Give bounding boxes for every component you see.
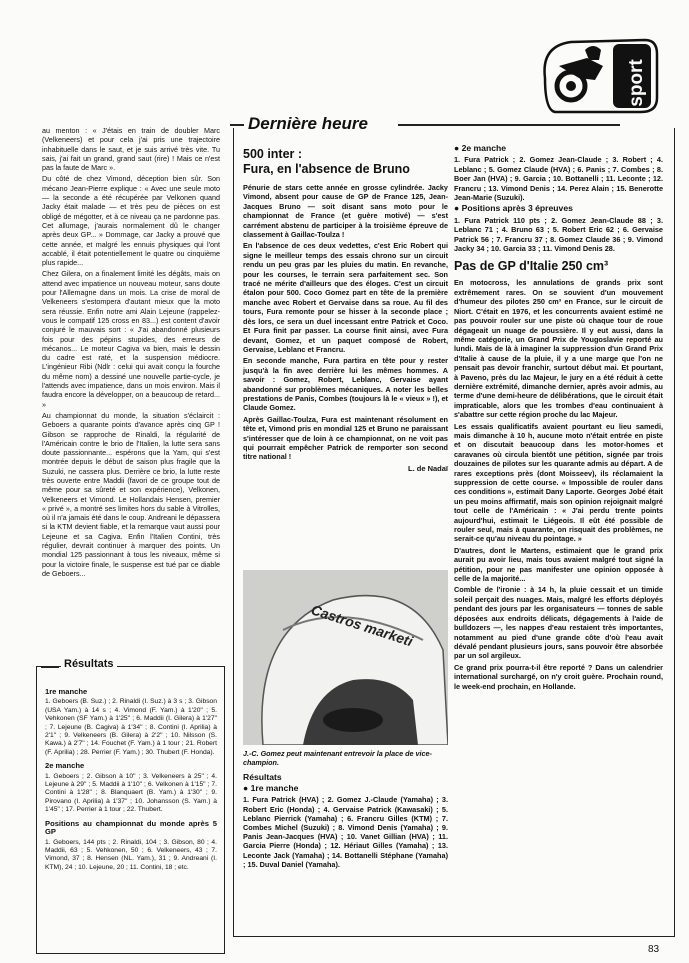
- page-number: 83: [648, 944, 660, 955]
- paragraph: Ce grand prix pourra-t-il être reporté ? Dans un calendrier international surchargé, on n'y croit guère. Prochain round, le week-end prochain, en Hollande.: [454, 662, 663, 691]
- paragraph: En seconde manche, Fura partira en tête pour y rester jusqu'à la fin avec derrière lui les mêmes hommes. A savoir : Gomez, Robert, Leblanc, Gervaise ayant abandonné sur problèmes mécaniques. A noter les belles prestations de Panis, Combes (toujours là le « vieux » !), et Claude Gomez.: [243, 356, 448, 413]
- results-box: [36, 658, 225, 954]
- positions-label: Positions après 3 épreuves: [461, 203, 573, 214]
- photo-caption: J.-C. Gomez peut maintenant entrevoir la place de vice-champion.: [243, 749, 432, 768]
- results-pos-title: Positions au championnat du monde après 5 GP: [45, 818, 217, 837]
- results-500: [243, 773, 448, 869]
- article-headline-italie: Pas de GP d'Italie 250 cm³: [454, 259, 609, 274]
- positions-text: 1. Fura Patrick 110 pts ; 2. Gomez Jean-Claude 88 ; 3. Leblanc 71 ; 4. Bruno 63 ; 5. Robert Eric 62 ; 6. Gervaise Patrick 56 ; 7. Francru 37 ; 8. Gomez Claude 36 ; 9. Vimond Jacky 34 ; 10. Garcia 33 ; 11. Vimond Denis 28.: [454, 215, 663, 254]
- rider-photo: [243, 570, 448, 745]
- divider: [41, 666, 59, 668]
- paragraph: Après Gaillac-Toulza, Fura est maintenant résolument en tête et, Vimond pris en mondial 125 et Bruno ne paraissant s'intéresser que de loin à ce championnat, on ne voit pas qui pourrait empêcher Patrick de remporter son second titre national !: [243, 414, 448, 462]
- results-500-m1-text: 1. Fura Patrick (HVA) ; 2. Gomez J.-Claude (Yamaha) ; 3. Robert Eric (Honda) ; 4. Gervaise Patrick (Kawasaki) ; 5. Leblanc Pierrick (Yamaha) ; 6. Francru Gilles (KTM) ; 7. Combes Michel (Suzuki) ; 8. Vimond Denis (Yamaha) ; 9. Panis Jean-Jacques (HVA) ; 10. Vanet Gillian (HVA) ; 11. Garcia Pierre (Honda) ; 12. Hériaut Gilles (Yamaha) ; 13. Leconte Jack (Yamaha) ; 14. Bottanelli Stéphane (Yamaha) ; 15. Duval Daniel (Yamaha).: [243, 795, 448, 869]
- article-500-inter: [243, 147, 448, 473]
- m1-label: 1re manche: [250, 783, 299, 794]
- paragraph: au menton : « J'étais en train de doubler Marc (Velkeneers) et pour cela j'ai pris une trajectoire inhabituelle dans le saut, et je suis arrivé très vite. Tu sais, j'ai fait un grand, grand saut (rire) ! Mais ce n'est pas la faute de Marc ».: [42, 126, 220, 173]
- results-m2-title: 2e manche: [45, 761, 85, 771]
- article-signature: L. de Nadaï: [407, 463, 448, 473]
- results-box-content: [45, 683, 217, 872]
- paragraph: Comble de l'ironie : à 14 h, la pluie cessait et un timide soleil perçait des nuages. Mais, malgré les efforts déployés pendant des jours par les organisateurs — tonnes de sable déposées aux endroits délicats, dégagements à l'aide de bulldozers —, les nappes d'eau restaient très importantes, notamment au pied d'une grande côte d'où l'eau avait dévalé pendant plusieurs jours, sans pouvoir être absorbée par un sol argileux.: [454, 585, 663, 661]
- positions-title: ● Positions après 3 épreuves: [454, 203, 573, 214]
- divider: [398, 124, 620, 126]
- helmet-text: Castros marketi: [309, 601, 415, 650]
- paragraph: Pénurie de stars cette année en grosse cylindrée. Jacky Vimond, absent pour cause de GP de France 125, Jean-Jacques Bruno — soit disant sans moto pour le championnat de France (et guère motivé) — s'est carrément abstenu de participer à la troisième épreuve de classement à Gaillac-Toulza !: [243, 183, 448, 240]
- paragraph: D'autres, dont le Martens, estimaient que le grand prix aurait pu avoir lieu, mais tous avaient malgré tout signé la pétition, pour ne pas manifester une opinion opposée à celle de la majorité...: [454, 545, 663, 584]
- helmet-illustration: [243, 570, 448, 745]
- results-pos-text: 1. Geboers, 144 pts ; 2. Rinaldi, 104 ; 3. Gibson, 80 ; 4. Maddii, 63 ; 5. Vehkonen, 50 ; 6. Velkeneers, 43 ; 7. Vimond, 37 ; 8. Hensen (NL. Yam.), 31 ; 9. Andreani (I. KTM), 24 ; 10. Lejeune, 20 ; 11. Contini, 18 ; etc.: [45, 838, 217, 871]
- paragraph: Du côté de chez Vimond, déception bien sûr. Son mécano Jean-Pierre explique : « Avec une seule moto — la seconde a été récupérée par Velkonen quand Jacky était malade — et très peu de pièces on est obligé de mégotter, et à ce niveau ça ne pardonne pas. Cet allumage, j'aurais normalement dû le changer après deux GP... » Dommage, car Jacky a prouvé que cette année, et malgré les ennuis physiques qui l'ont accablé, il était potentiellement le quatre ou cinquième plus rapide...: [42, 174, 220, 268]
- m2-label: 2e manche: [461, 143, 507, 153]
- results-m2-text: 1. Geboers ; 2. Gibson à 10" ; 3. Velkeneers à 25" ; 4. Lejeune à 29" ; 5. Maddii à 1'10" ; 6. Velkonen à 1'15" ; 7. Contini à 1'28" ; 8. Blanquaert (B. Yam.) à 1'30" ; 9. Pirovano (I. Aprilia) à 1'37" ; 10. Johansson (S. Yam.) à 1'45" ; 17. Perrier à 1 tour ; 22. Thubert.: [45, 772, 217, 814]
- results-m1-text: 1. Geboers (B. Suz.) ; 2. Rinaldi (I. Suz.) à 3 s ; 3. Gibson (USA Yam.) à 14 s ; 4. Vimond (F. Yam.) à 1'20" ; 5. Vehkonen (SF Yam.) à 1'25" ; 6. Maddii (I. Gilera) à 1'27" ; 7. Lejeune (B. Cagiva) à 1'34" ; 8. Contini (I. Aprilia) à 2'1" ; 9. Velkeneers (B. Gilera) à 2'2" ; 10. Nilsson (S. Kawa.) à 2'7" ; 14. Fouchet (F. Yam.) à 1 tour ; 21. Robert (F. Aprilia) ; 28. Perrier (F. Yam.) ; 30. Thubert (F. Honda).: [45, 698, 217, 756]
- sport-logo-text: sport: [626, 59, 647, 107]
- results-500-m1-title: ● 1re manche: [243, 783, 299, 794]
- paragraph: Les essais qualificatifs avaient pourtant eu lieu samedi, mais dimanche à 10 h, aucune moto n'était entrée en piste et on discutait beaucoup dans les motor-homes et caravanes où circula bientôt une pétition, signée par trois douzaines de pilotes sur les quarante admis au départ. A de rares exceptions près (dont Moisseev), ils réclamaient la suppression de cette course. « Impossible de rouler dans ces conditions », estimait Dany Laporte. Georges Jobé était un peu moins affirmatif, mais son opinion rejoignait malgré tout celle de l'Américain : « J'ai perdu trente points aujourd'hui, estimait le Liégeois. Il eût été possible de rouler seul, mais à quarante, on risquait des problèmes, ne serait-ce qu'au niveau du pointage. »: [454, 421, 663, 544]
- results-m1-title: 1re manche: [45, 687, 88, 696]
- headline-line-1: 500 inter :: [243, 147, 303, 161]
- results-500-title: Résultats: [243, 772, 282, 782]
- results-500-m2-title: ● 2e manche: [454, 143, 507, 153]
- paragraph: En motocross, les annulations de grands prix sont extrêmement rares. On se souvient d'un mouvement d'humeur des pilotes 250 cm³ en France, sur le circuit de Niort. C'était en 1976, et les concurrents avaient estimé ne pas pouvoir rouler sur une piste où chaque tour de roue dégageait un nuage de poussière. Il y eut aussi, dans la même catégorie, un Grand Prix de Yougoslavie reporté au lundi. Mais de là à imaginer la suppression d'un Grand Prix d'Italie à cause de la pluie, il y a une marge que l'on ne pensait pas devoir franchir, surtout début mai. Et pourtant, à Paveno, près du lac Majeur, le jury en a été réduit à cette dernière extrémité, dimanche dernier, après avoir admis, au terme d'une demi-heure de délibérations, que le circuit était impraticable, alors que les trombes d'eau continuaient à s'abattre sur cette région proche du lac Majeur.: [454, 278, 663, 420]
- paragraph: En l'absence de ces deux vedettes, c'est Eric Robert qui signe le meilleur temps des essais chrono sur un circuit rendu un peu gras par les pluies du matin. En revanche, pour les courses, le terrain sera parfaitement sec. Son tracé ne mérite d'ailleurs que des éloges. C'est un circuit étalon pour 500. Coco Gomez part en tête de la première manche avec Robert et Gervaise dans sa roue. Au fil des tours, Fura remonte pour se hisser à la seconde place ; dès lors, ce sera un duel incessant entre Patrick et Coco. Et Fura finit par passer. La course finit ainsi, avec Fura devant, Gomez, et un paquet composé de Robert, Gervaise, Leblanc et Francru.: [243, 241, 448, 354]
- column-1-text: [42, 126, 220, 580]
- divider: [230, 124, 244, 126]
- headline-line-2: Fura, en l'absence de Bruno: [243, 162, 410, 176]
- sport-logo: [541, 36, 659, 116]
- results-box-title: Résultats: [61, 658, 117, 670]
- section-title: Dernière heure: [248, 114, 368, 133]
- paragraph: Chez Gilera, on a finalement limité les dégâts, mais on attend avec impatience un nouveau moteur, sans doute pour l'Allemagne dans un mois. La crise de moral de Velkeneers s'estompera d'autant mieux que la moto sera réussie. Enfin notre ami Alain Lejeune (rappelez-vous le compatif 125 cross en 83...) est content d'avoir conjuré le mauvais sort : « J'ai abandonné plusieurs fois pour des pépins stupides, des erreurs de mécanos... Le moteur Cagiva va bien, mais le dessin du cadre est raté, et la suspension médiocre. L'ingénieur Ribi (Ndlr : celui qui avait conçu la fourche du même nom) a dessiné une nouvelle partie-cycle, je l'attends avec impatience, dans un mois environ. Mais il faudra encore la développer, on a beaucoup de retard... »: [42, 269, 220, 409]
- paragraph: Au championnat du monde, la situation s'éclaircit : Geboers a quarante points d'avance après cinq GP ! Gibson se rapproche de Rinaldi, la régularité de l'Américain contre le brio de l'Italien, la lutte sera sans doute passionnante... espérons que la Yam, qui s'est montrée depuis le début de saison plus fragile que la Suzuki, ne cassera plus. Derrière ce brio, la lutte reste très ouverte entre Maddii (favori de ce groupe tout de même pour sa sûreté et son expérience), Velkonen, Velkeneers et Vimond. Le Hollandais Hensen, premier « privé », a montré ses limites hors du sable à Vitrolles, où il n'a jamais été dans le coup. Andreani le dépassera si la KTM devient fiable, et la remarque vaut aussi pour Lejeune et sa Cagiva. Enfin l'Italien Contini, très régulier, devrait continuer à marquer des points. Un mondial 125 passionnant à tous les niveaux, même si pour la victoire finale, le suspense est tué par ce diable de Geboers...: [42, 410, 220, 578]
- column-3: [454, 144, 663, 693]
- article-headline: [243, 147, 448, 177]
- results-500-m2-text: 1. Fura Patrick ; 2. Gomez Jean-Claude ; 3. Robert ; 4. Leblanc ; 5. Gomez Claude (HVA) ; 6. Panis ; 7. Combes ; 8. Boer Jan (HVA) ; 9. Garcia ; 10. Bottanelli ; 11. Leconte ; 12. Francru ; 13. Vimond Denis ; 14. Perez Alain ; 15. Benerotte Jean-Marie (Suzuki).: [454, 155, 663, 203]
